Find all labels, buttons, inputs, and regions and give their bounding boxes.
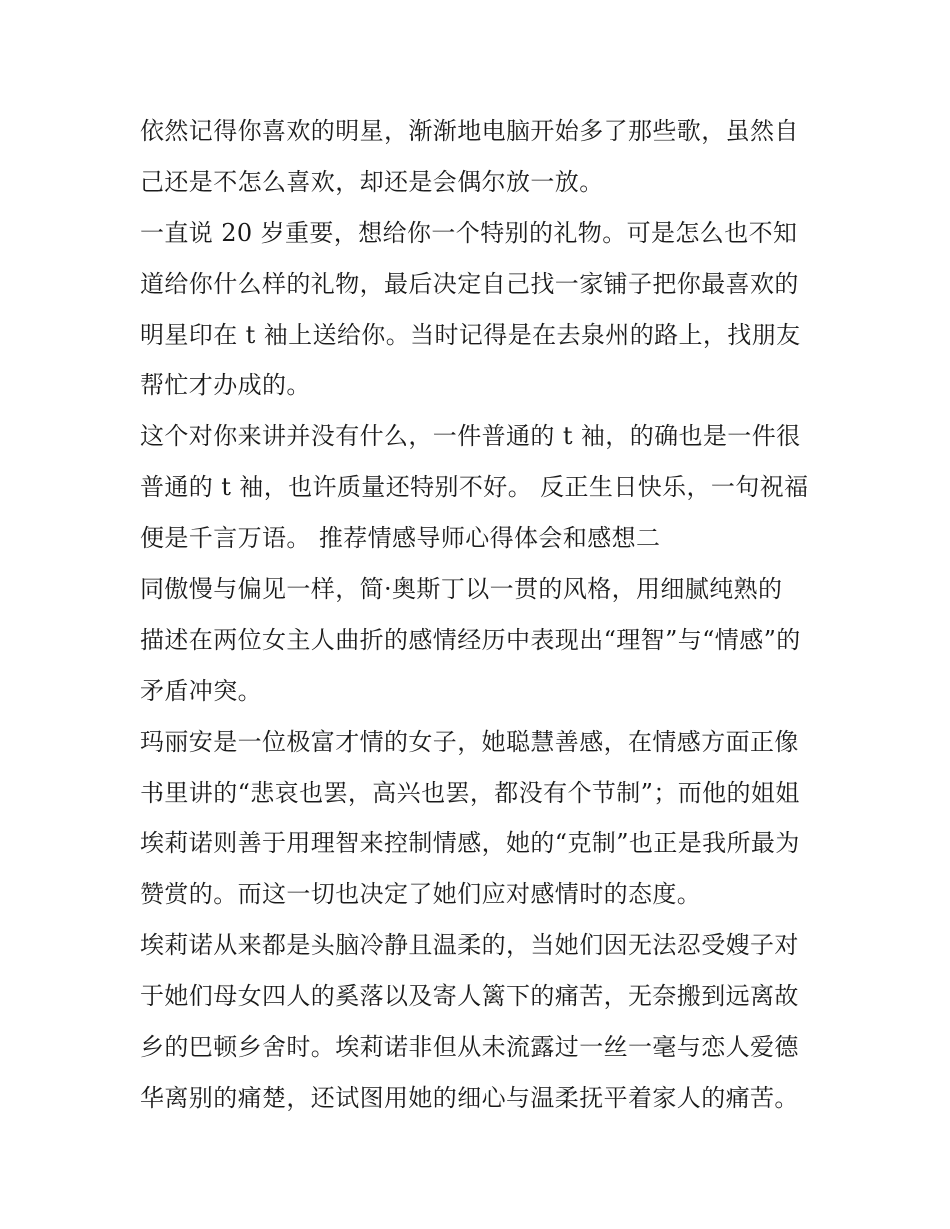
text-line: 这个对你来讲并没有什么，一件普通的 t 袖，的确也是一件很 bbox=[140, 422, 801, 451]
text-line: 帮忙才办成的。 bbox=[140, 371, 311, 400]
text-line: 己还是不怎么喜欢，却还是会偶尔放一放。 bbox=[140, 167, 604, 196]
text-line: 书里讲的“悲哀也罢，高兴也罢，都没有个节制”；而他的姐姐 bbox=[140, 778, 800, 807]
text-line: 依然记得你喜欢的明星，渐渐地电脑开始多了那些歌，虽然自 bbox=[140, 117, 799, 145]
text-line: 埃莉诺则善于用理智来控制情感，她的“克制”也正是我所最为 bbox=[140, 829, 800, 858]
text-line: 赞赏的。而这一切也决定了她们应对感情时的态度。 bbox=[140, 880, 702, 909]
text-line: 乡的巴顿乡舍时。埃莉诺非但从未流露过一丝一毫与恋人爱德 bbox=[140, 1033, 799, 1062]
text-line: 描述在两位女主人曲折的感情经历中表现出“理智”与“情感”的 bbox=[140, 625, 801, 654]
text-line: 华离别的痛楚，还试图用她的细心与温柔抚平着家人的痛苦。 bbox=[140, 1083, 799, 1112]
text-line: 一直说 20 岁重要，想给你一个特别的礼物。可是怎么也不知 bbox=[140, 218, 798, 247]
text-line: 于她们母女四人的奚落以及寄人篱下的痛苦，无奈搬到远离故 bbox=[140, 982, 799, 1011]
text-line: 玛丽安是一位极富才情的女子，她聪慧善感，在情感方面正像 bbox=[140, 727, 799, 756]
text-line: 矛盾冲突。 bbox=[140, 676, 262, 705]
text-line: 同傲慢与偏见一样，简·奥斯丁以一贯的风格，用细腻纯熟的 bbox=[140, 575, 783, 604]
document-page bbox=[140, 106, 820, 1124]
text-line: 埃莉诺从来都是头脑冷静且温柔的，当她们因无法忍受嫂子对 bbox=[140, 931, 799, 960]
text-line: 道给你什么样的礼物，最后决定自己找一家铺子把你最喜欢的 bbox=[140, 269, 799, 298]
text-line: 明星印在 t 袖上送给你。当时记得是在去泉州的路上，找朋友 bbox=[140, 320, 801, 349]
text-line: 普通的 t 袖，也许质量还特别不好。 反正生日快乐，一句祝福 bbox=[140, 473, 809, 502]
text-line: 便是千言万语。 推荐情感导师心得体会和感想二 bbox=[140, 524, 661, 553]
